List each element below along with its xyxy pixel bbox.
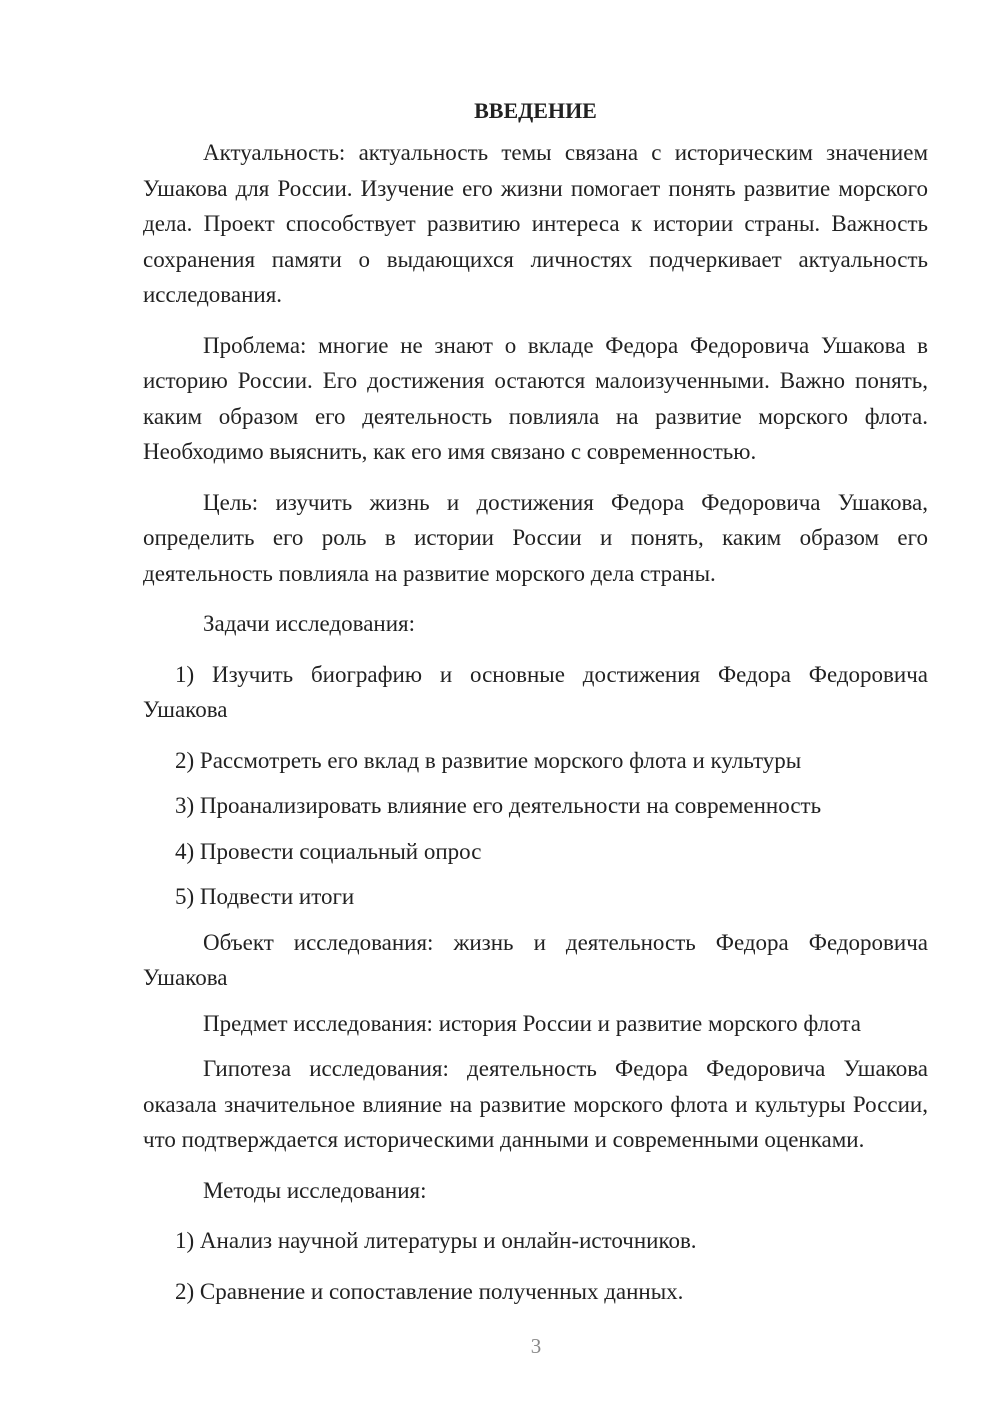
task-item: 4) Провести социальный опрос [175,838,482,864]
page-content [143,96,928,1309]
hypothesis-paragraph: Гипотеза исследования: деятельность Федора Федоровича Ушакова оказала значительное влияние на развитие морского флота и культуры России, что подтверждается историческими данными и современными оценками. [143,1056,928,1152]
method-item: 1) Анализ научной литературы и онлайн-источников. [175,1228,697,1253]
task-item: 5) Подвести итоги [175,884,355,909]
task-item: 3) Проанализировать влияние его деятельности на современность [175,793,822,818]
method-item: 2) Сравнение и сопоставление полученных данных. [175,1278,684,1304]
goal-paragraph: Цель: изучить жизнь и достижения Федора Федоровича Ушакова, определить его роль в истории России и понять, каким образом его деятельность повлияла на развитие морского дела страны. [143,489,928,586]
problem-paragraph: Проблема: многие не знают о вкладе Федора Федоровича Ушакова в историю России. Его достижения остаются малоизученными. Важно понять, каким образом его деятельность повлияла на развитие морского флота. Необходимо выяснить, как его имя связано с современностью. [143,332,928,464]
object-paragraph: Объект исследования: жизнь и деятельность Федора Федоровича Ушакова [143,929,928,990]
task-item: 1) Изучить биографию и основные достижения Федора Федоровича Ушакова [143,661,928,722]
methods-heading: Методы исследования: [203,1177,427,1203]
relevance-paragraph: Актуальность: актуальность темы связана с историческим значением Ушакова для России. Изучение его жизни помогает понять развитие морского дела. Проект способствует развитию интереса к истории страны. Важность сохранения памяти о выдающихся личностях подчеркивает актуальность исследования. [143,140,928,307]
tasks-heading: Задачи исследования: [203,611,416,636]
page-title: ВВЕДЕНИЕ [474,98,597,123]
page-number: 3 [530,1334,542,1358]
subject-paragraph: Предмет исследования: история России и развитие морского флота [203,1010,861,1036]
task-item: 2) Рассмотреть его вклад в развитие морского флота и культуры [175,747,802,773]
